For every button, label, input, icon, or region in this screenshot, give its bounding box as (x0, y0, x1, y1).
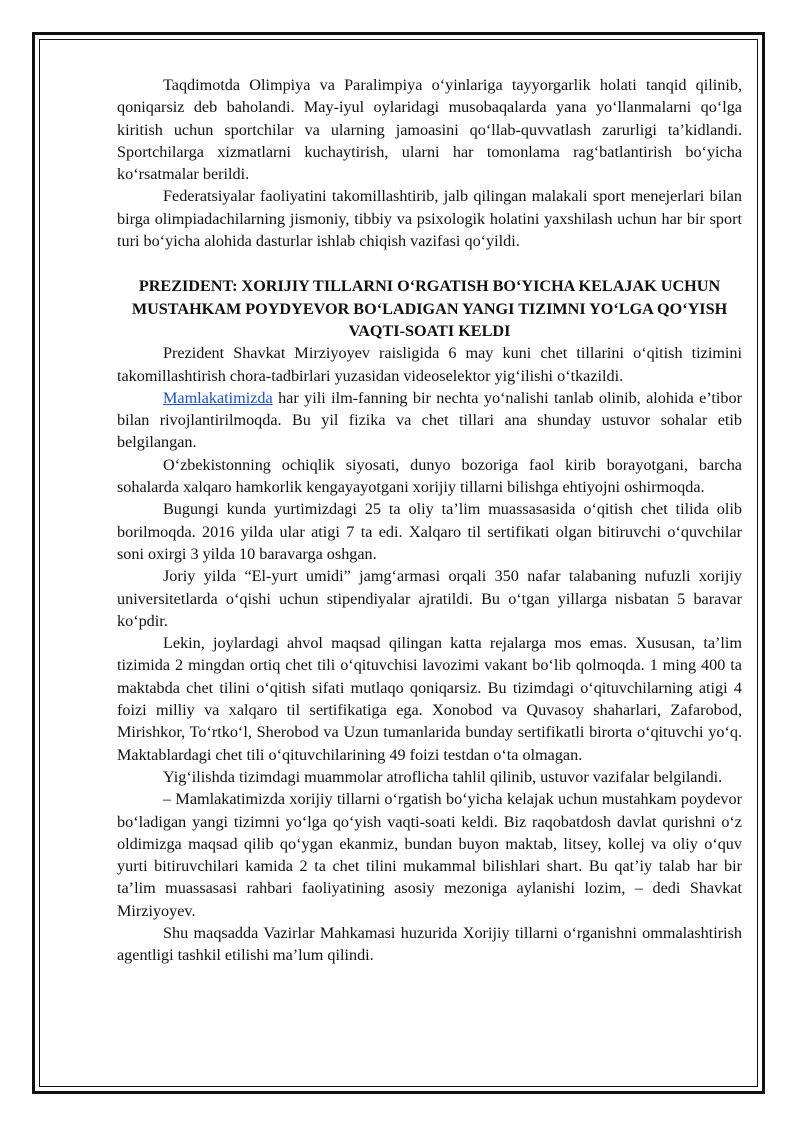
article-paragraph-6: Lekin, joylardagi ahvol maqsad qilingan katta rejalarga mos emas. Xususan, ta’lim tizimida 2 mingdan ortiq chet tili o‘qituvchisi lavozimi vakant bo‘lib qolmoqda. 1 ming 400 ta maktabda chet tilini o‘qitish sifati mutlaqo qoniqarsiz. Bu tizimdagi o‘qituvchilarning atigi 4 foizi milliy va xalqaro til sertifikatiga ega. Xonobod va Quvasoy shaharlari, Zafarobod, Mirishkor, To‘rtko‘l, Sherobod va Uzun tumanlarida bunday sertifikatli birorta o‘qituvchi yo‘q. Maktablardagi chet tili o‘qituvchilarining 49 foizi testdan o‘ta olmagan. (117, 634, 742, 764)
document-body (117, 74, 742, 967)
article-paragraph-2-text: har yili ilm-fanning bir nechta yo‘nalishi tanlab olinib, alohida e’tibor bilan rivojlantirilmoqda. Bu yil fizika va chet tillari ana shunday ustuvor sohalar etib belgilangan. (117, 388, 742, 452)
intro-paragraph-2: Federatsiyalar faoliyatini takomillashtirib, jalb qilingan malakali sport menejerlari bilan birga olimpiadachilarning jismoniy, tibbiy va psixologik holatini yaxshilash uchun har bir sport turi bo‘yicha alohida dasturlar ishlab chiqish vazifasi qo‘yildi. (117, 187, 742, 251)
article-paragraph-8: – Mamlakatimizda xorijiy tillarni o‘rgatish bo‘yicha kelajak uchun mustahkam poydevor bo‘ladigan yangi tizimni yo‘lga qo‘yish vaqti-soati keldi. Biz raqobatdosh davlat qurishni o‘z oldimizga maqsad qilib qo‘ygan ekanmiz, bundan buyon maktab, litsey, kollej va oliy o‘quv yurti bitiruvchilari kamida 2 ta chet tilini mukammal bilishlari shart. Bu qat’iy talab har bir ta’lim muassasasi rahbari faoliyatining asosiy mezoniga aylanishi lozim, – dedi Shavkat Mirziyoyev. (117, 790, 742, 920)
article-paragraph-3: O‘zbekistonning ochiqlik siyosati, dunyo bozoriga faol kirib borayotgani, barcha sohalarda xalqaro hamkorlik kengayayotgani xorijiy tillarni bilishga ehtiyojni oshirmoqda. (117, 455, 742, 497)
article-paragraph-9: Shu maqsadda Vazirlar Mahkamasi huzurida Xorijiy tillarni o‘rganishni ommalashtirish agentligi tashkil etilishi ma’lum qilindi. (117, 923, 742, 965)
intro-paragraph-1: Taqdimotda Olimpiya va Paralimpiya o‘yinlariga tayyorgarlik holati tanqid qilinib, qoniqarsiz deb baholandi. May-iyul oylaridagi musobaqalarda yana yo‘llanmalarni qo‘lga kiritish uchun sportchilar va ularning jamoasini qo‘llab-quvvatlash zarurligi ta’kidlandi. Sportchilarga xizmatlarni kuchaytirish, ularni har tomonlama rag‘batlantirish bo‘yicha ko‘rsatmalar berildi. (117, 76, 742, 184)
article-paragraph-5: Joriy yilda “El-yurt umidi” jamg‘armasi orqali 350 nafar talabaning nufuzli xorijiy universitetlarda o‘qishi uchun stipendiyalar ajratildi. Bu o‘tgan yillarga nisbatan 5 baravar ko‘pdir. (117, 567, 742, 630)
article-paragraph-2 (117, 387, 742, 454)
article-heading: PREZIDENT: XORIJIY TILLARNI O‘RGATISH BO‘YICHA KELAJAK UCHUN MUSTAHKAM POYDYEVOR BO‘LADIGAN YANGI TIZIMNI YO‘LGA QO‘YISH VAQTI-SOATI KELDI (131, 277, 728, 340)
article-paragraph-1: Prezident Shavkat Mirziyoyev raisligida 6 may kuni chet tillarini o‘qitish tizimini takomillashtirish chora-tadbirlari yuzasidan videoselektor yig‘ilishi o‘tkazildi. (117, 344, 742, 385)
article-paragraph-7: Yig‘ilishda tizimdagi muammolar atroflicha tahlil qilinib, ustuvor vazifalar belgilandi. (163, 767, 723, 786)
mamlakatimizda-link[interactable]: Mamlakatimizda (163, 388, 273, 407)
article-paragraph-4: Bugungi kunda yurtimizdagi 25 ta oliy ta’lim muassasasida o‘qitish chet tilida olib borilmoqda. 2016 yilda ular atigi 7 ta edi. Xalqaro til sertifikati olgan bitiruvchi o‘quvchilar soni oxirgi 3 yilda 10 baravarga oshgan. (117, 500, 742, 563)
